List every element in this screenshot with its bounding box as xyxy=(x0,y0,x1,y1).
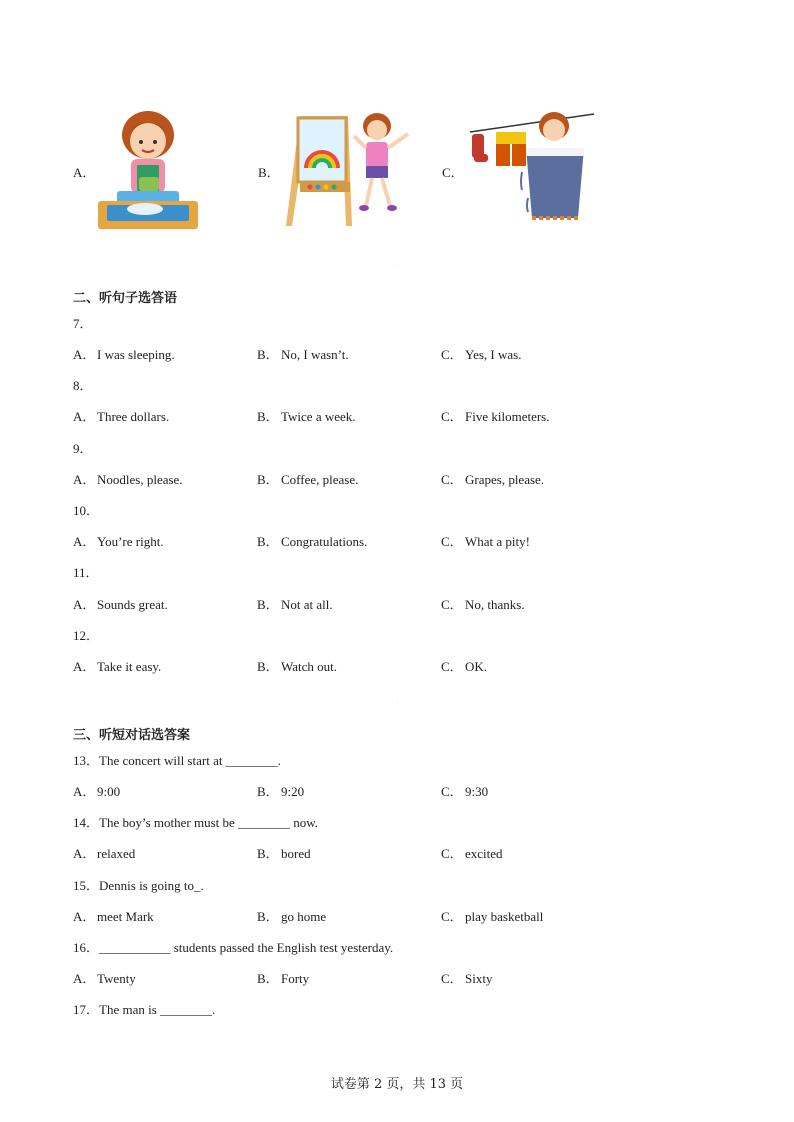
option-a: Twenty xyxy=(97,971,136,986)
girl-hanging-clothes-icon xyxy=(466,108,596,230)
option-b: Watch out. xyxy=(281,659,337,674)
girl-washing-dishes-icon xyxy=(95,105,201,233)
option-a: relaxed xyxy=(97,846,136,861)
question-number: 11． xyxy=(73,565,99,580)
option-b: Congratulations. xyxy=(281,534,368,549)
question-stem: 17．The man is ________. xyxy=(73,1002,216,1017)
option-b: go home xyxy=(281,909,327,924)
option-c: Grapes, please. xyxy=(465,472,545,487)
picture-option-a-letter: A． xyxy=(73,165,96,180)
question-stem: 13．The concert will start at ________. xyxy=(73,753,281,768)
question-number: 12． xyxy=(73,628,100,643)
option-c: OK. xyxy=(465,659,488,674)
option-c: Five kilometers. xyxy=(465,409,550,424)
option-c: play basketball xyxy=(465,909,544,924)
question-stem: 16．___________ students passed the English test yesterday. xyxy=(73,940,394,955)
option-a: Three dollars. xyxy=(97,409,170,424)
page-footer: 试卷第 2 页，共 13 页 xyxy=(330,1077,464,1092)
option-c: What a pity! xyxy=(465,534,530,549)
picture-option-c-letter: C． xyxy=(442,165,464,180)
option-a: 9:00 xyxy=(97,784,121,799)
option-a: Noodles, please. xyxy=(97,472,183,487)
question-stem: 15．Dennis is going to_. xyxy=(73,878,204,893)
option-b: 9:20 xyxy=(281,784,305,799)
option-row: A． I was sleeping. xyxy=(73,347,175,362)
girl-painting-rainbow-icon xyxy=(280,110,415,228)
option-c: 9:30 xyxy=(465,784,489,799)
option-c: Sixty xyxy=(465,971,493,986)
option-b: Coffee, please. xyxy=(281,472,359,487)
question-number: 9． xyxy=(73,441,93,456)
question-number: 8． xyxy=(73,378,93,393)
option-a: Take it easy. xyxy=(97,659,162,674)
option-a: I was sleeping. xyxy=(97,347,175,362)
question-number: 7． xyxy=(73,316,93,331)
option-c: Yes, I was. xyxy=(465,347,522,362)
option-b: bored xyxy=(281,846,311,861)
option-b: Not at all. xyxy=(281,597,333,612)
picture-option-b-letter: B． xyxy=(258,165,280,180)
question-stem: 14．The boy’s mother must be ________ now. xyxy=(73,815,319,830)
option-b: Twice a week. xyxy=(281,409,356,424)
option-b: No, I wasn’t. xyxy=(281,347,349,362)
option-a: meet Mark xyxy=(97,909,154,924)
option-b: Forty xyxy=(281,971,310,986)
question-number: 10． xyxy=(73,503,100,518)
section3-title: 三、听短对话选答案 xyxy=(73,728,191,743)
option-c: excited xyxy=(465,846,503,861)
option-a: You’re right. xyxy=(97,534,164,549)
option-a: Sounds great. xyxy=(97,597,168,612)
section2-title: 二、听句子选答语 xyxy=(73,291,178,306)
option-c: No, thanks. xyxy=(465,597,525,612)
